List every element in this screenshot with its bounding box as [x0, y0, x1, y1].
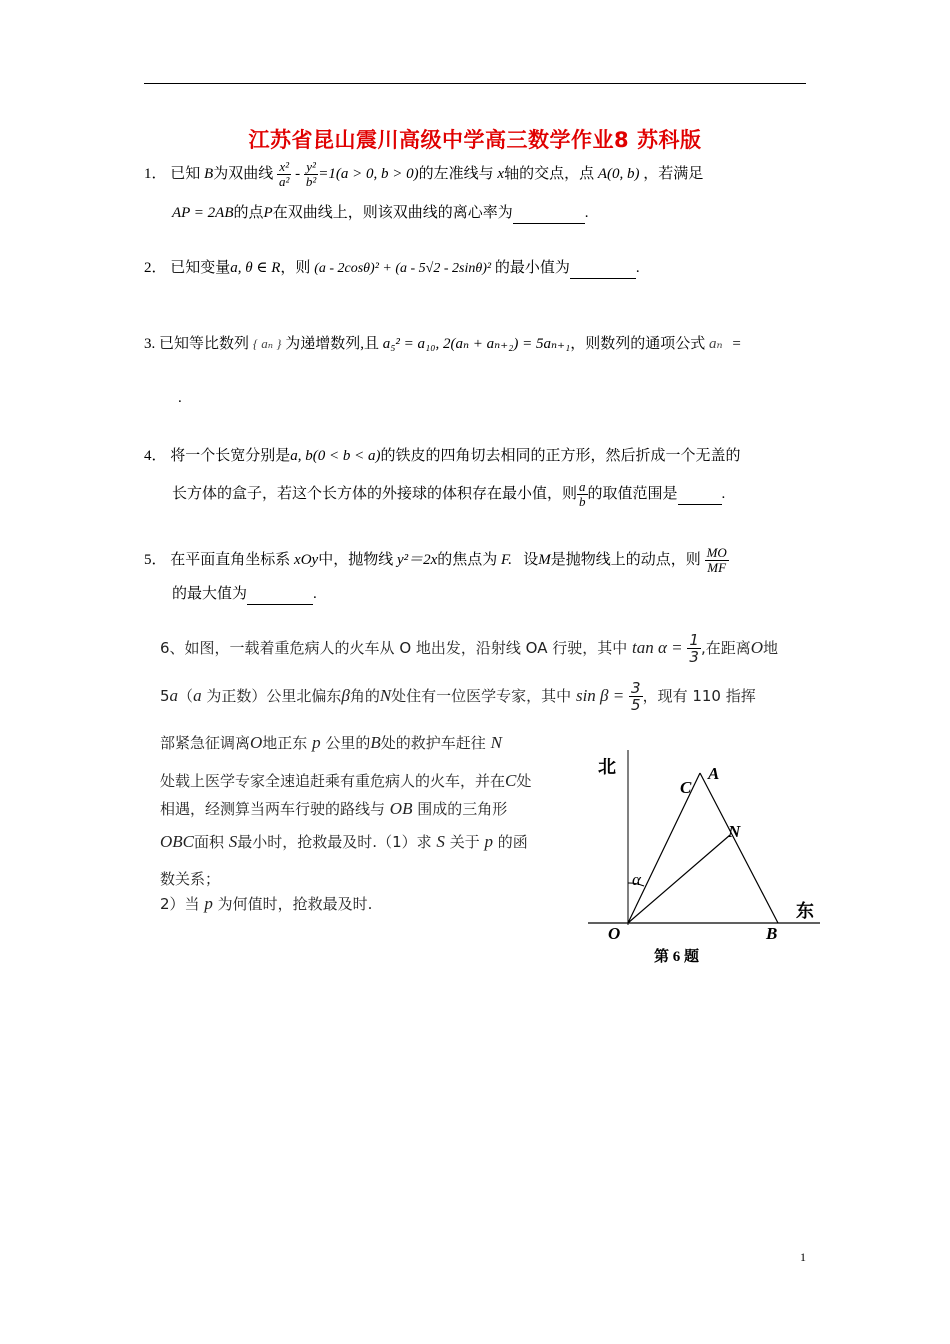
q6-p: p [484, 832, 493, 851]
q1-point-b: B [204, 165, 214, 182]
q6-obc: OBC [160, 832, 194, 851]
q6-a: a [193, 686, 202, 705]
q6-tan: tan α = [632, 638, 683, 657]
q6-text: 部紧急征调离 [160, 734, 251, 752]
q1-equation: AP = 2AB [172, 205, 234, 221]
question-1-line-1 [144, 160, 703, 189]
east-label: 东 [796, 901, 814, 921]
q6-text: 围成的三角形 [417, 800, 508, 818]
q6-b: B [370, 733, 381, 752]
q1-point-p: P [263, 205, 273, 221]
q5-end: . [313, 586, 317, 602]
q3-text: ，则数列的通项公式 [570, 336, 706, 352]
q3-sequence: { aₙ } [252, 336, 282, 351]
q6-text: 处载上医学专家全速追赶乘有重危病人的火车，并在 [160, 772, 506, 790]
q6-beta: β [341, 686, 350, 705]
label-alpha: α [632, 870, 641, 889]
page-title: 江苏省昆山震川高级中学高三数学作业8 苏科版 [248, 128, 702, 152]
q6-tan-fraction: $\frac{1}{3}$ [689, 631, 699, 666]
q5-m: M [538, 551, 551, 568]
q3-an: aₙ [708, 336, 723, 352]
q6-text: 6、如图，一载着重危病人的火车从 O 地出发，沿射线 OA 行驶，其中 [160, 639, 628, 657]
q5-focus: F. [501, 551, 513, 568]
q4-number: 4． [144, 448, 167, 464]
q6-n: N [490, 733, 502, 752]
label-a: A [708, 764, 720, 783]
q1-fraction-x: $\frac{\text{x²}}{\text{a²}}$ [278, 159, 290, 189]
q6-o: O [750, 638, 764, 657]
q4-text: 将一个长宽分别是 [170, 448, 291, 464]
q6-text: 处的救护车赶往 [380, 734, 486, 752]
segment-cb [700, 773, 778, 923]
question-6-line-5 [160, 798, 507, 820]
q5-number: 5． [144, 551, 167, 568]
figure-caption: 第 6 题 [654, 949, 700, 965]
answer-blank [570, 258, 636, 279]
q2-text: 已知变量 [170, 260, 231, 276]
q2-end: . [635, 260, 640, 276]
q6-ob: OB [389, 799, 413, 818]
q6-text: 最小时，抢救最及时.（1）求 [237, 833, 432, 851]
q1-text: 在双曲线上，则该双曲线的离心率为 [272, 205, 513, 221]
question-6-line-4 [160, 770, 531, 792]
q6-sin: sin β = [575, 686, 625, 705]
q6-text: 为何值时，抢救最及时. [217, 895, 373, 913]
q5-text: 的最大值为 [172, 586, 248, 602]
q1-x: x [497, 165, 505, 182]
q2-number: 2． [144, 260, 167, 276]
q1-end: . [584, 205, 589, 221]
answer-blank [513, 203, 585, 224]
q6-text: 角的 [349, 687, 380, 705]
label-c: C [680, 778, 692, 797]
q6-o: O [250, 733, 263, 752]
question-5-line-2 [172, 584, 317, 605]
answer-blank [678, 484, 722, 505]
q6-text: 处 [516, 772, 532, 790]
question-4-line-1 [144, 446, 741, 466]
question-2 [144, 258, 640, 279]
q3-answer-dot: . [178, 390, 182, 406]
q6-text: 地正东 [262, 734, 308, 752]
question-6-line-3 [160, 732, 502, 754]
q6-text: 公里的 [325, 734, 371, 752]
q2-expression: (a - 2cosθ)² + (a - 5√2 - 2sinθ)² [314, 261, 492, 276]
q5-text: 中，抛物线 [318, 551, 394, 568]
q3-text: 为递增数列,且 [285, 336, 379, 352]
question-6-line-1 [160, 632, 778, 665]
q3-equals: = [732, 336, 741, 352]
question-5-line-1 [144, 546, 729, 575]
north-label: 北 [598, 757, 616, 777]
q1-condition: =1(a > 0, b > 0) [318, 165, 419, 182]
q1-text: ，若满足 [643, 165, 704, 182]
question-6-line-7: 数关系； [160, 870, 221, 888]
q6-text: 5 [160, 687, 170, 705]
question-1-line-2 [172, 203, 588, 224]
q6-text: ，现有 110 指挥 [642, 687, 756, 705]
q6-text: 地 [763, 639, 779, 657]
question-6-line-2 [160, 680, 756, 713]
q2-text: 的最小值为 [494, 260, 570, 276]
q6-c: C [505, 771, 517, 790]
q1-fraction-y: $\frac{\text{y²}}{\text{b²}}$ [305, 159, 317, 189]
q1-text: 的左准线与 [418, 165, 494, 182]
q6-text: ,在距离 [700, 639, 751, 657]
q4-text: 长方体的盒子，若这个长方体的外接球的体积存在最小值，则 [172, 485, 578, 502]
q4-text: 的铁皮的四角切去相同的正方形，然后折成一个无盖的 [380, 448, 741, 464]
q6-p: p [204, 894, 213, 913]
q6-text: 相遇，经测算当两车行驶的路线与 [160, 800, 386, 818]
label-n: N [728, 822, 741, 841]
q6-sin-fraction: $\frac{3}{5}$ [631, 679, 641, 714]
q6-text: 2）当 [160, 895, 200, 913]
q4-fraction: $\frac{a}{b}$ [579, 479, 586, 509]
q6-text: 面积 [194, 833, 225, 851]
q1-text: 轴的交点，点 [504, 165, 595, 182]
q6-s: S [228, 832, 238, 851]
q6-text: 处住有一位医学专家，其中 [391, 687, 572, 705]
q6-s: S [436, 832, 445, 851]
q6-text: 关于 [449, 833, 480, 851]
q5-text: 设 [523, 551, 539, 568]
q1-number: 1． [144, 165, 167, 182]
question-6-line-6 [160, 831, 528, 853]
q1-text: 为双曲线 [213, 165, 274, 182]
q5-text: 在平面直角坐标系 [170, 551, 291, 568]
q5-xoy: xOy [294, 551, 319, 568]
label-b: B [766, 924, 778, 943]
q1-point-a: A(0, b) [597, 165, 640, 182]
page-number: 1 [800, 1250, 806, 1264]
question-3 [144, 334, 741, 354]
q6-text: （ [178, 687, 194, 705]
q3-number: 3. [144, 336, 156, 352]
q1-text: 已知 [170, 165, 201, 182]
answer-blank [247, 584, 313, 605]
q5-fraction: $\frac{MO}{MF}$ [706, 545, 727, 575]
q4-end: . [721, 485, 726, 502]
q2-text: ，则 [280, 260, 311, 276]
label-o: O [608, 924, 621, 943]
q5-text: 是抛物线上的动点，则 [550, 551, 701, 568]
q6-n: N [379, 686, 392, 705]
header-rule [144, 83, 806, 84]
q3-text: 已知等比数列 [159, 336, 250, 352]
question-6-figure [580, 745, 830, 970]
q6-p: p [312, 733, 321, 752]
q5-text: 的焦点为 [437, 551, 498, 568]
q4-text: 的取值范围是 [587, 485, 678, 502]
q2-variables: a, θ ∈ R [230, 260, 281, 276]
q6-text: 的函 [497, 833, 528, 851]
q6-text: 为正数）公里北偏东 [201, 687, 342, 705]
q1-minus: - [295, 165, 301, 182]
question-4-line-2 [172, 480, 725, 509]
q1-text: 的点 [233, 205, 264, 221]
question-6-line-8 [160, 893, 372, 915]
q3-condition: a₅² = a₁₀, 2(aₙ + aₙ₊₂) = 5aₙ₊₁ [382, 336, 571, 352]
q6-a: a [169, 686, 179, 705]
q4-dimensions: a, b(0 < b < a) [290, 448, 381, 464]
segment-on [628, 835, 730, 923]
q5-parabola: y²＝2x [396, 551, 438, 568]
